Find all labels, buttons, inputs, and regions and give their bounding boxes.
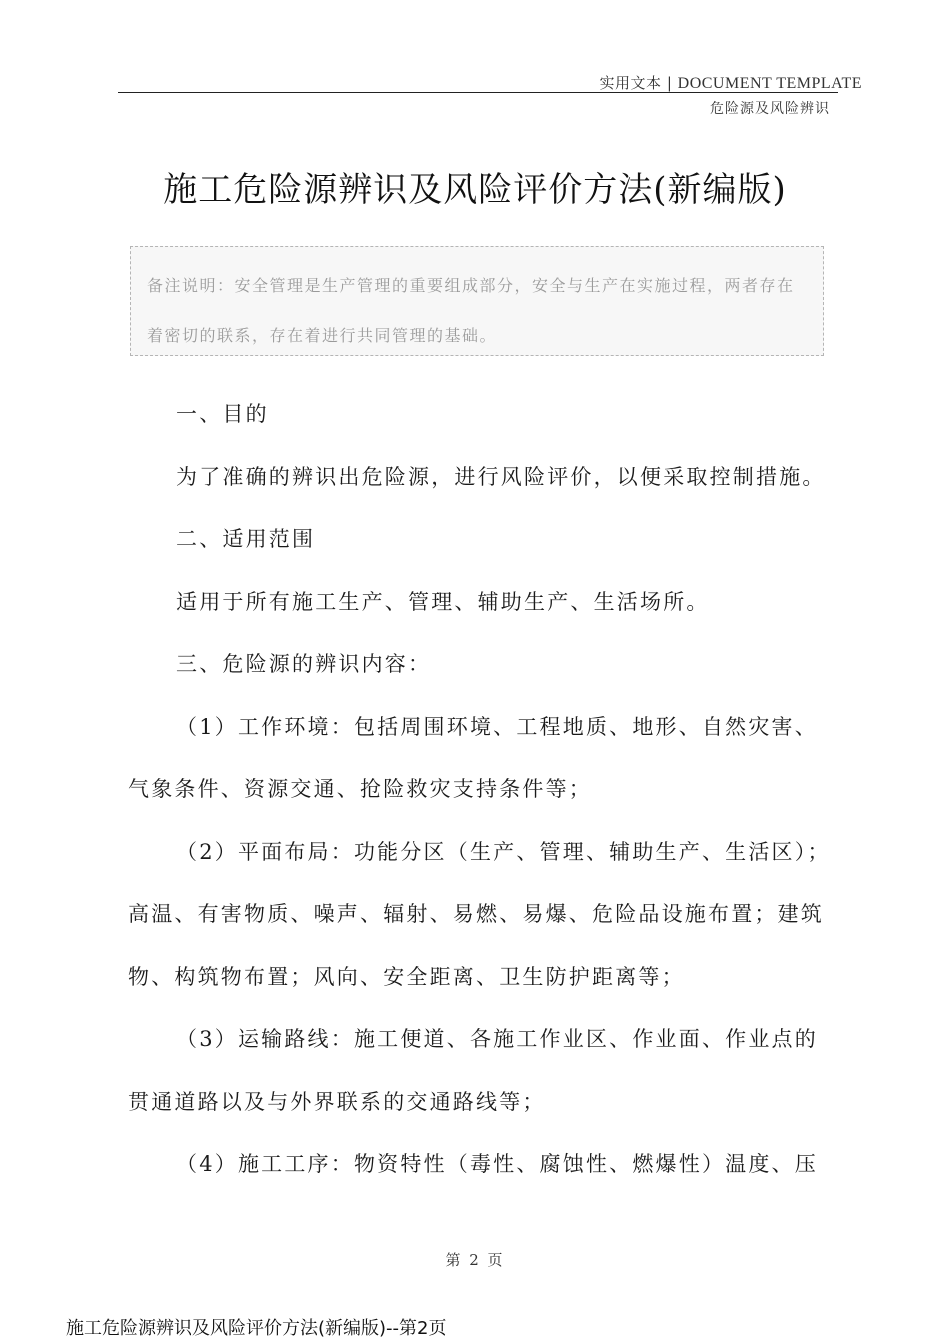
paragraph-scope: 适用于所有施工生产、管理、辅助生产、生活场所。 [176, 589, 710, 614]
document-body [128, 383, 834, 1196]
paragraph-item-1: （1）工作环境：包括周围环境、工程地质、地形、自然灾害、气象条件、资源交通、抢险救灾支持条件等； [128, 714, 818, 801]
section-heading-content: 三、危险源的辨识内容： [176, 652, 432, 676]
header-top [600, 72, 862, 93]
paragraph-item-4: （4）施工工序：物资特性（毒性、腐蚀性、燃爆性）温度、压 [176, 1152, 818, 1176]
document-title: 施工危险源辨识及风险评价方法(新编版) [163, 170, 787, 210]
paragraph-purpose: 为了准确的辨识出危险源，进行风险评价，以便采取控制措施。 [176, 464, 826, 489]
footer-caption: 施工危险源辨识及风险评价方法(新编版)--第2页 [66, 1318, 447, 1339]
header-rule [118, 92, 838, 93]
header-template-label: DOCUMENT TEMPLATE [677, 75, 862, 92]
page-number: 第 2 页 [445, 1251, 505, 1269]
header-subtitle: 危险源及风险辨识 [710, 101, 830, 117]
header-prefix: 实用文本 | [599, 74, 678, 92]
paragraph-item-2: （2）平面布局：功能分区（生产、管理、辅助生产、生活区）；高温、有害物质、噪声、辐射、易燃、易爆、危险品设施布置；建筑物、构筑物布置；风向、安全距离、卫生防护距离等； [128, 839, 831, 989]
note-box: 备注说明：安全管理是生产管理的重要组成部分，安全与生产在实施过程，两者存在着密切的联系，存在着进行共同管理的基础。 [130, 246, 824, 356]
section-heading-purpose: 一、目的 [176, 402, 269, 426]
paragraph-item-3: （3）运输路线：施工便道、各施工作业区、作业面、作业点的贯通道路以及与外界联系的交通路线等； [128, 1027, 818, 1114]
section-heading-scope: 二、适用范围 [176, 527, 316, 551]
